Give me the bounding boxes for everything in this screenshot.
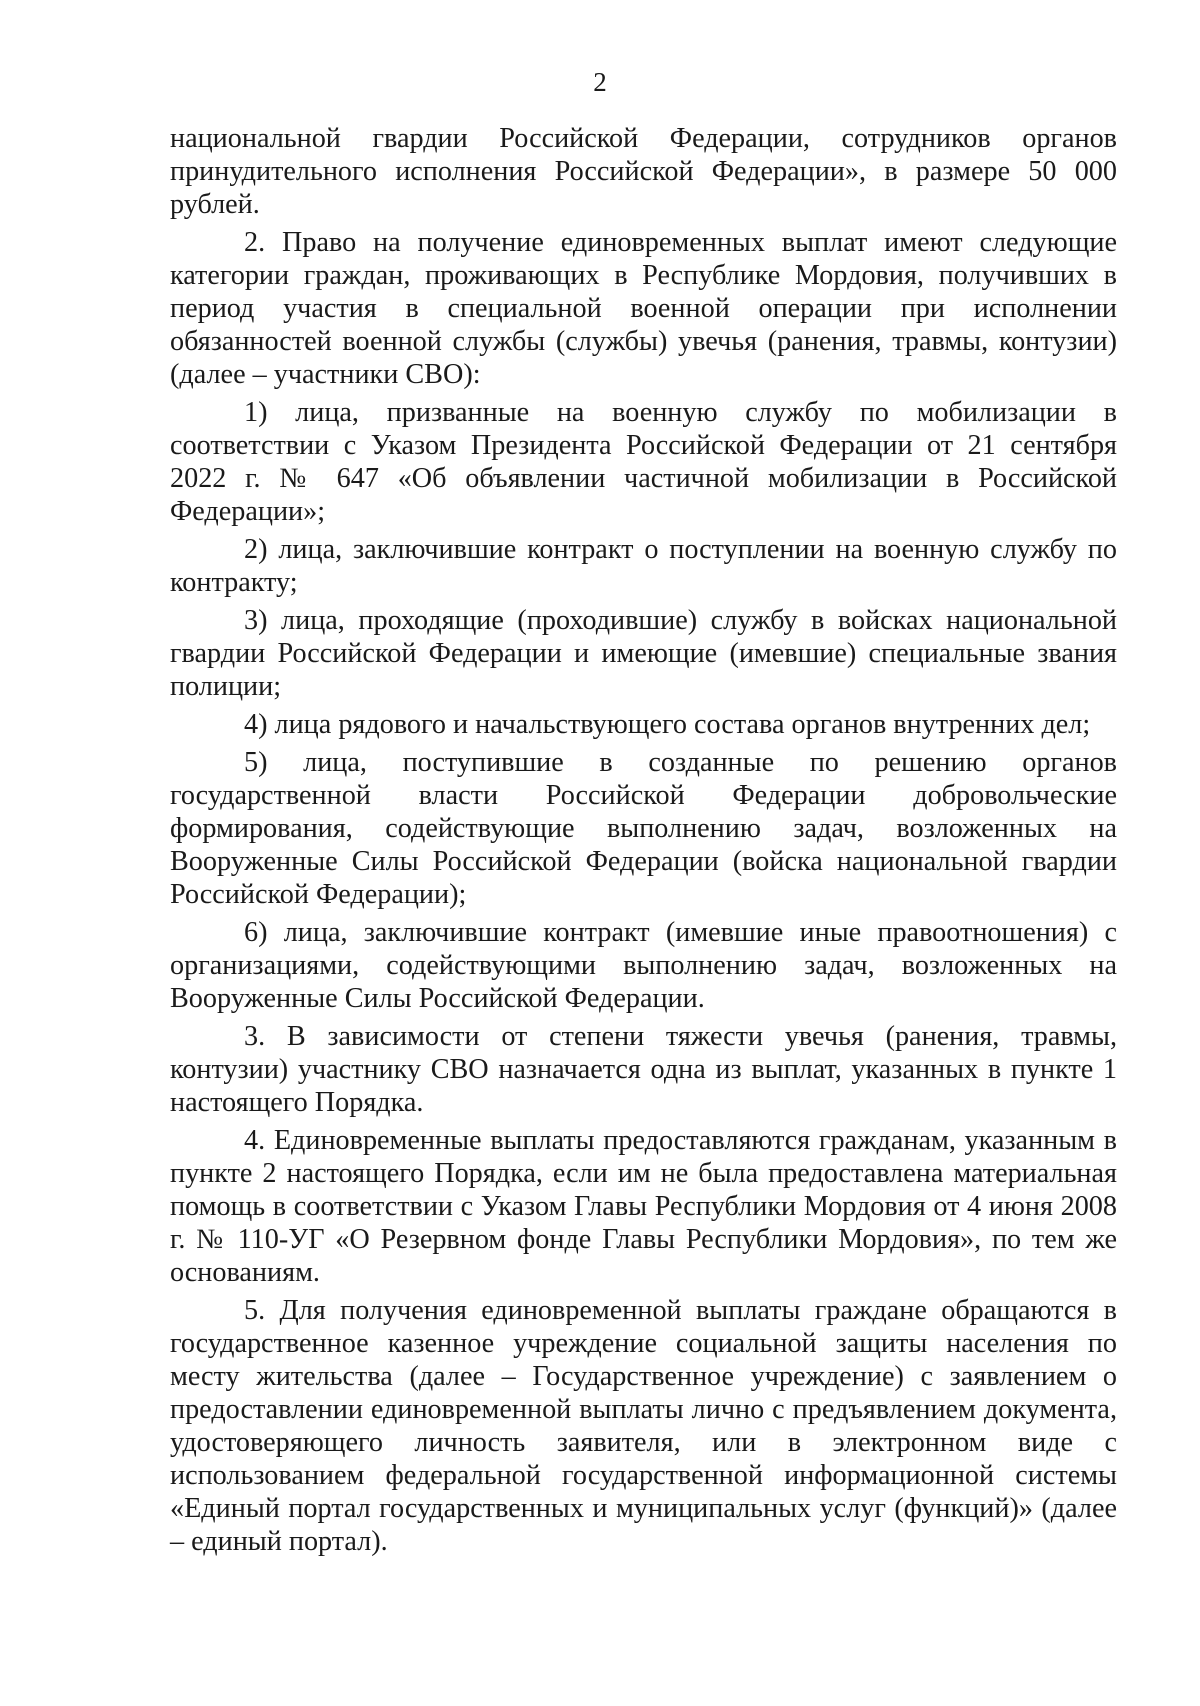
page-number: 2 [593,67,607,97]
paragraph-subitem-4: 4) лица рядового и начальствующего состава органов внутренних дел; [244,709,1091,740]
document-body [170,122,1117,1563]
paragraph-item-2: 2. Право на получение единовременных выплат имеют следующие категории граждан, проживающих в Республике Мордовия, получивших в период участия в специальной военной операции при исполнении обязанностей военной службы (службы) увечья (ранения, травмы, контузии) (далее – участники СВО): [170,227,1117,390]
paragraph-continuation: национальной гвардии Российской Федерации, сотрудников органов принудительного исполнения Российской Федерации», в размере 50 000 рублей. [170,123,1117,220]
paragraph-item-3: 3. В зависимости от степени тяжести увечья (ранения, травмы, контузии) участнику СВО назначается одна из выплат, указанных в пункте 1 настоящего Порядка. [170,1021,1117,1118]
paragraph-subitem-1: 1) лица, призванные на военную службу по мобилизации в соответствии с Указом Президента Российской Федерации от 21 сентября 2022 г. № 647 «Об объявлении частичной мобилизации в Российской Федерации»; [170,397,1117,527]
paragraph-subitem-3: 3) лица, проходящие (проходившие) службу в войсках национальной гвардии Российской Федерации и имеющие (имевшие) специальные звания полиции; [170,605,1117,702]
paragraph-subitem-5: 5) лица, поступившие в созданные по решению органов государственной власти Российской Федерации добровольческие формирования, содействующие выполнению задач, возложенных на Вооруженные Силы Российской Федерации (войска национальной гвардии Российской Федерации); [170,747,1117,910]
paragraph-item-5: 5. Для получения единовременной выплаты граждане обращаются в государственное казенное учреждение социальной защиты населения по месту жительства (далее – Государственное учреждение) с заявлением о предоставлении единовременной выплаты лично с предъявлением документа, удостоверяющего личность заявителя, или в электронном виде с использованием федеральной государственной информационной системы «Единый портал государственных и муниципальных услуг (функций)» (далее – единый портал). [170,1295,1117,1557]
paragraph-subitem-2: 2) лица, заключившие контракт о поступлении на военную службу по контракту; [170,534,1117,598]
paragraph-subitem-6: 6) лица, заключившие контракт (имевшие иные правоотношения) с организациями, содействующими выполнению задач, возложенных на Вооруженные Силы Российской Федерации. [170,917,1117,1014]
paragraph-item-4: 4. Единовременные выплаты предоставляются гражданам, указанным в пункте 2 настоящего Порядка, если им не была предоставлена материальная помощь в соответствии с Указом Главы Республики Мордовия от 4 июня 2008 г. № 110-УГ «О Резервном фонде Главы Республики Мордовия», по тем же основаниям. [170,1125,1117,1288]
